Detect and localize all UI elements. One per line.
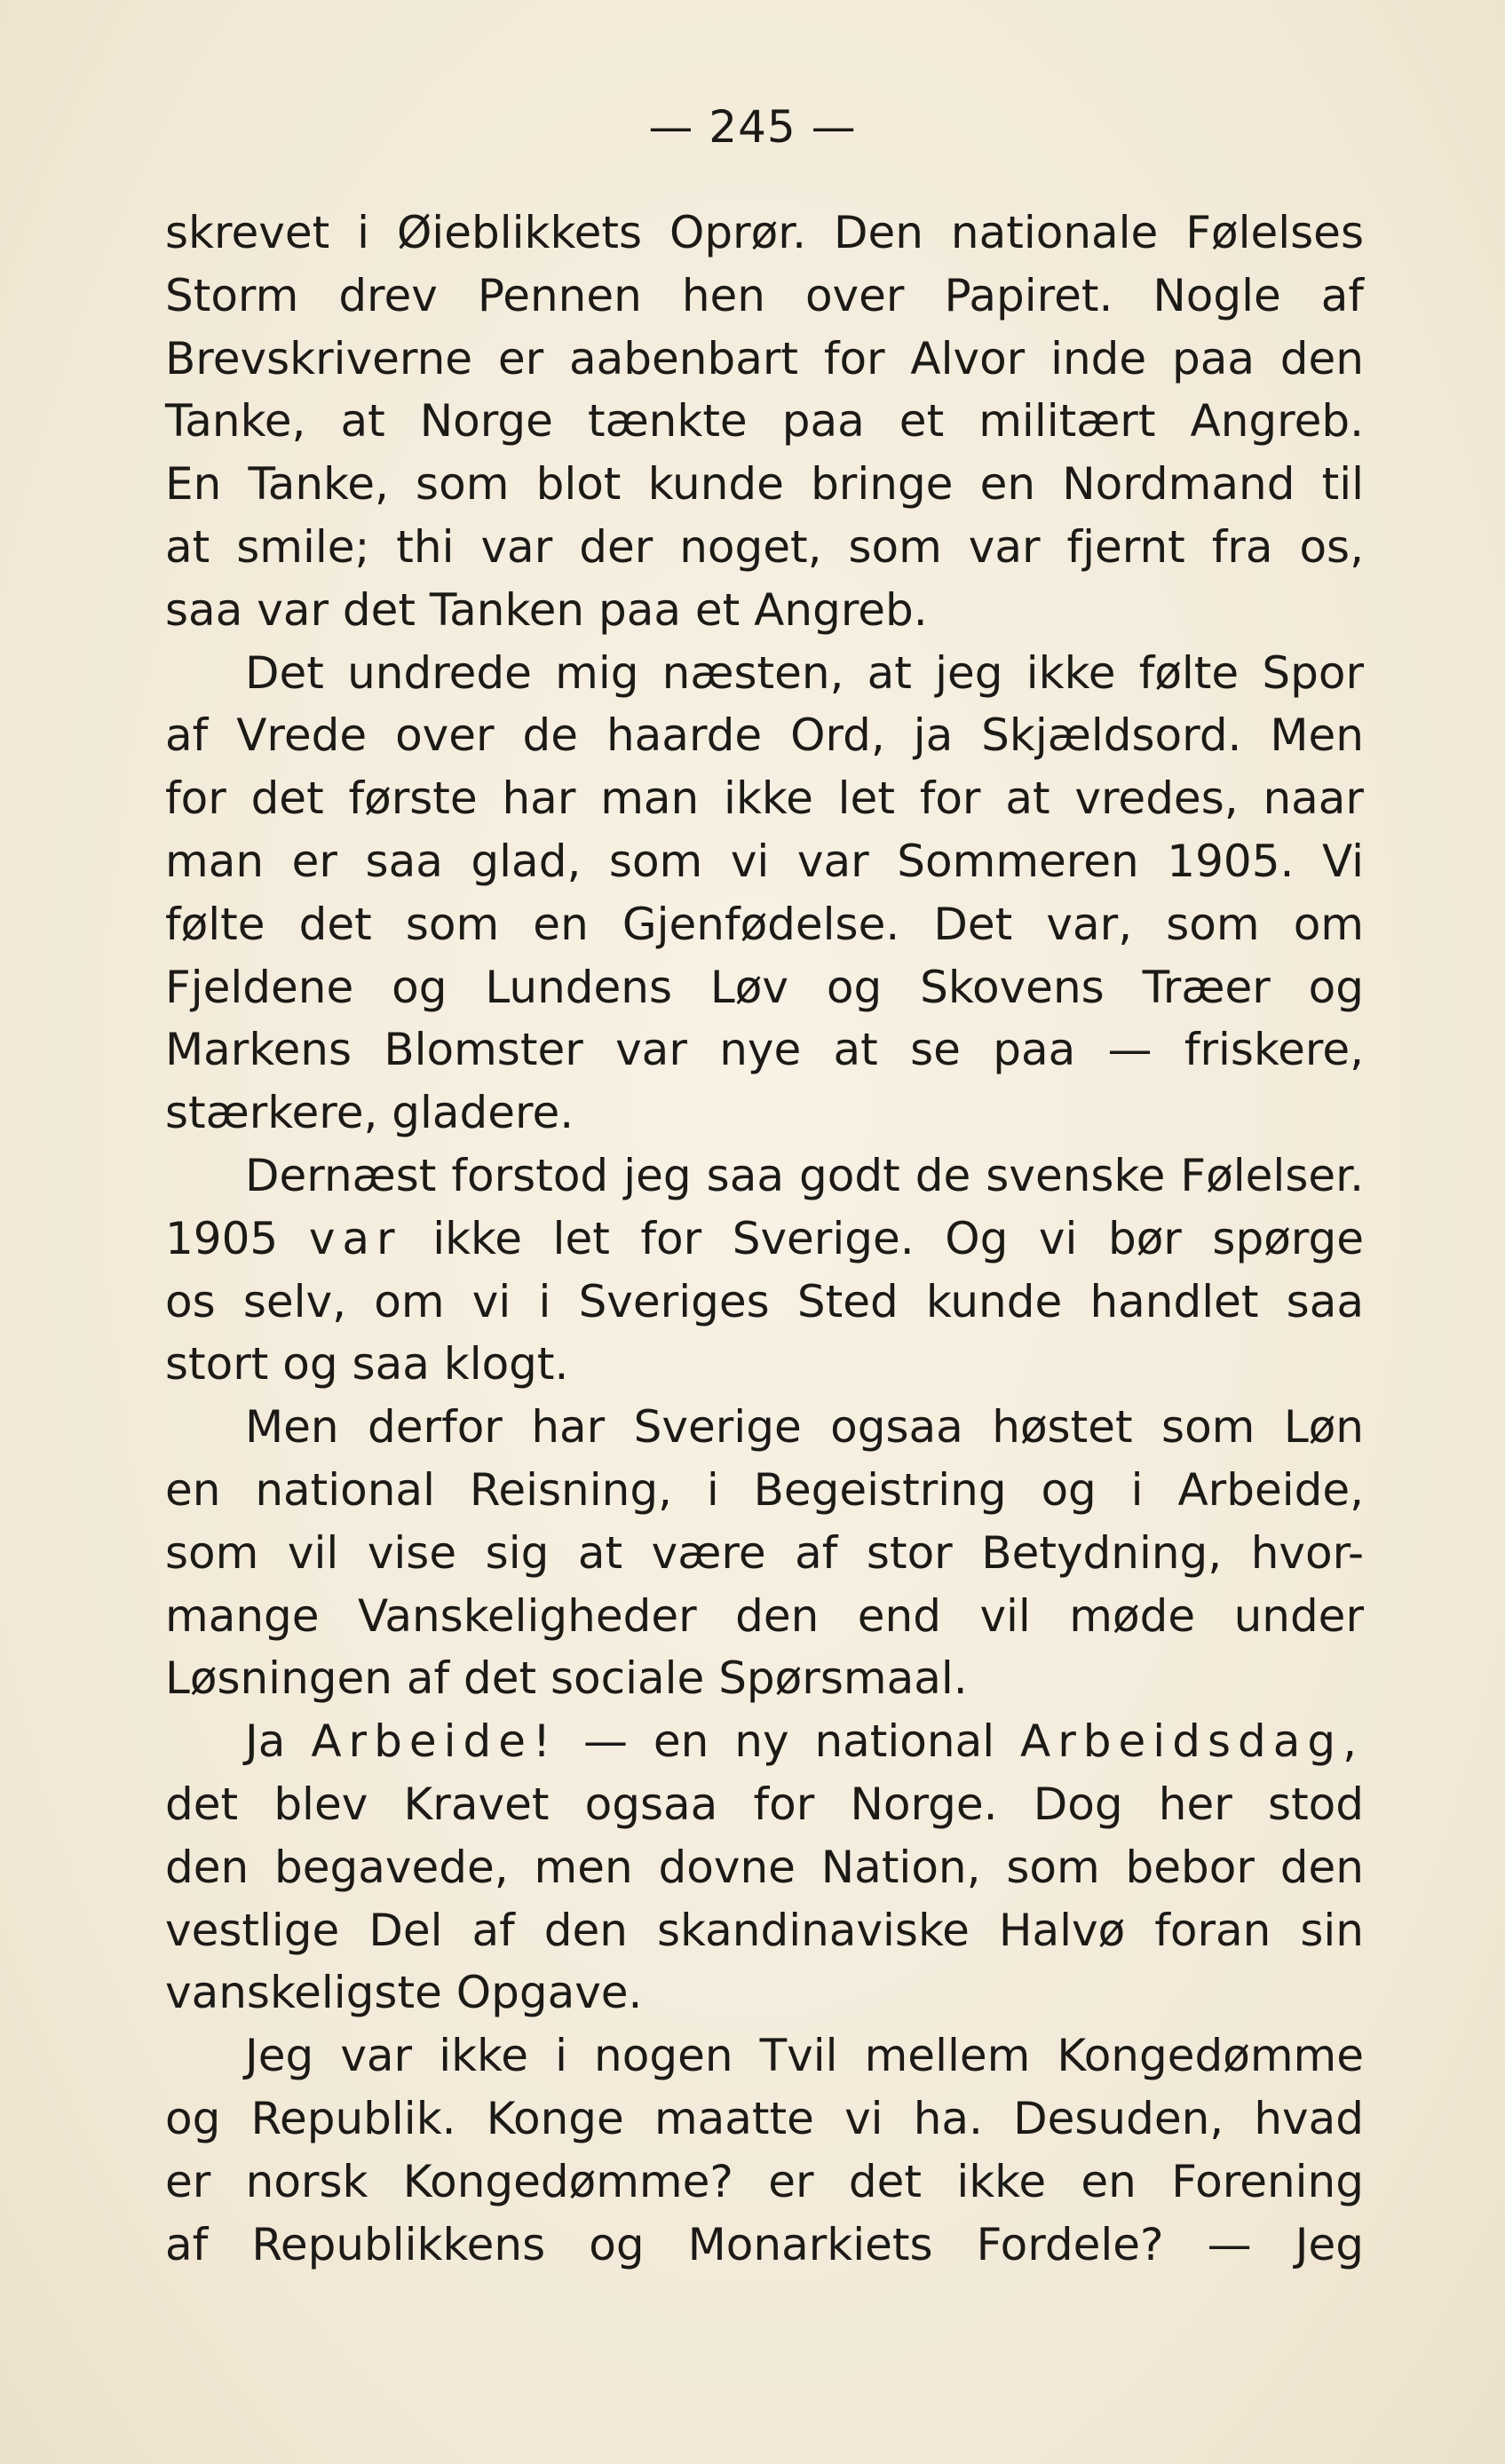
text-line: af Vrede over de haarde Ord, ja Skjældsord. Men [165,709,1364,762]
text-line: og Republik. Konge maatte vi ha. Desuden, hvad [165,2092,1364,2144]
spaced-word: Arbeide! [311,1715,558,1768]
text-line: at smile; thi var der noget, som var fjernt fra os, [165,520,1364,573]
text-line: følte det som en Gjenfødelse. Det var, som om [165,898,1364,950]
text-line: Markens Blomster var nye at se paa — friskere, [165,1024,1364,1076]
spaced-word: var [308,1212,402,1264]
text-line: En Tanke, som blot kunde bringe en Nordmand til [165,458,1364,511]
line-start: Ja [245,1715,286,1768]
text-line: Storm drev Pennen hen over Papiret. Nogle af [165,269,1364,321]
text-line: Men derfor har Sverige ogsaa høstet som Løn [245,1401,1364,1454]
text-line: os selv, om vi i Sveriges Sted kunde handlet saa [165,1275,1364,1327]
text-line: Det undrede mig næsten, at jeg ikke følte Spor [245,646,1364,699]
text-line: mange Vanskeligheder den end vil møde under [165,1589,1364,1642]
text-line: Fjeldene og Lundens Løv og Skovens Træer og [165,961,1364,1013]
spaced-word: Arbeidsdag, [1020,1715,1364,1768]
line-middle: — en ny national [582,1715,995,1768]
text-line: en national Reisning, i Begeistring og i Arbeide, [165,1463,1364,1516]
body-text [165,202,1364,2276]
text-line: man er saa glad, som vi var Sommeren 1905. Vi [165,835,1364,887]
line-remainder: ikke let for Sverige. Og vi bør spørge [432,1212,1364,1264]
text-line: stærkere, gladere. [165,1087,574,1139]
text-line: af Republikkens og Monarkiets Fordele? — Jeg [165,2218,1364,2270]
text-line: stort og saa klogt. [165,1338,569,1390]
text-line: skrevet i Øieblikkets Oprør. Den nationale Følelses [165,207,1364,258]
year-text: 1905 [165,1212,279,1264]
text-line: Jeg var ikke i nogen Tvil mellem Kongedømme [245,2030,1364,2082]
text-line: saa var det Tanken paa et Angreb. [165,583,928,636]
page-number: — 245 — [648,101,857,153]
text-line: det blev Kravet ogsaa for Norge. Dog her stod [165,1778,1364,1830]
text-line: Løsningen af det sociale Spørsmaal. [165,1652,968,1705]
text-line: vestlige Del af den skandinaviske Halvø foran sin [165,1904,1364,1956]
text-line: Tanke, at Norge tænkte paa et militært Angreb. [165,395,1364,448]
text-line: Brevskriverne er aabenbart for Alvor inde paa den [165,332,1364,384]
text-line: som vil vise sig at være af stor Betydning, hvor- [165,1526,1364,1579]
text-line [165,1208,1364,1271]
text-line: vanskeligste Opgave. [165,1967,643,2019]
text-line [165,1710,1364,1773]
text-line: er norsk Kongedømme? er det ikke en Forening [165,2155,1364,2207]
text-line: for det første har man ikke let for at vredes, naar [165,772,1364,825]
text-line: den begavede, men dovne Nation, som bebor den [165,1841,1364,1893]
text-line: Dernæst forstod jeg saa godt de svenske Følelser. [245,1149,1364,1201]
